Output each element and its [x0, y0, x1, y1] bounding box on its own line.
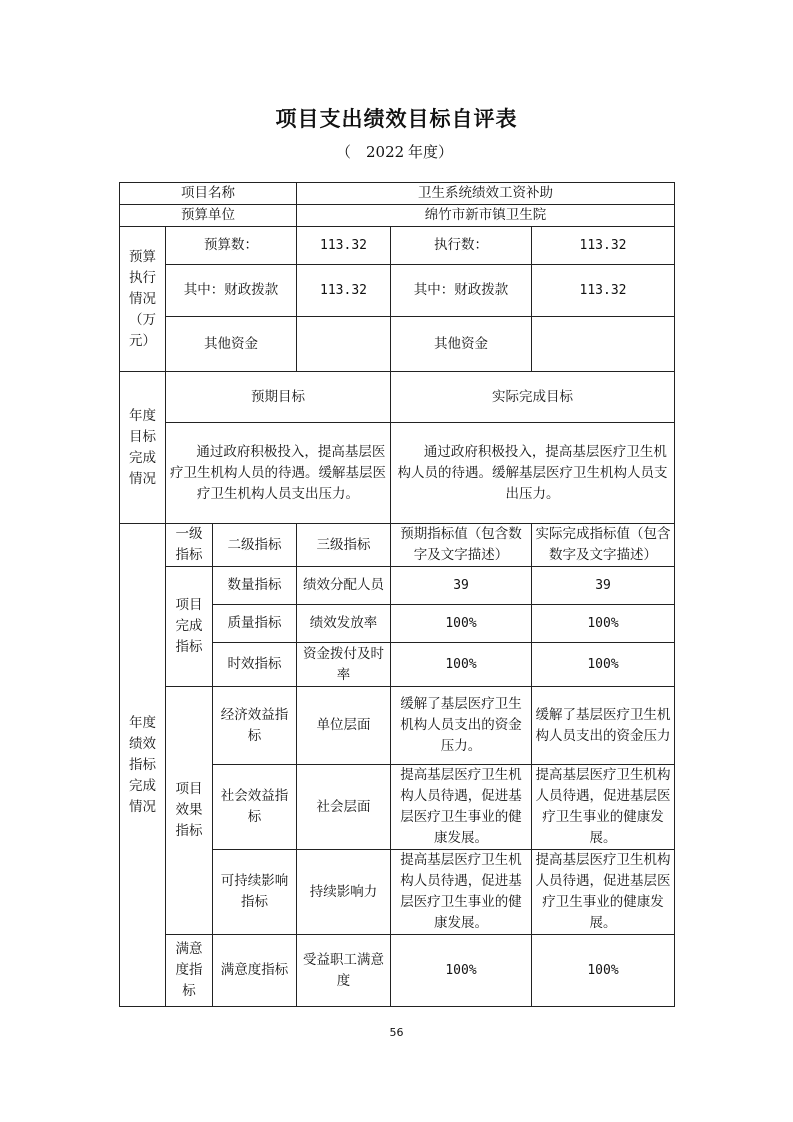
row-actual: 提高基层医疗卫生机构人员待遇，促进基层医疗卫生事业的健康发展。	[532, 765, 675, 850]
page-number: 56	[389, 1026, 404, 1039]
actual-goal-header: 实际完成目标	[391, 372, 675, 423]
row-expected: 100%	[391, 935, 532, 1007]
group-satisfaction-indicators: 满意度指标	[166, 935, 213, 1007]
other-budget-value	[297, 317, 391, 372]
row-level2: 时效指标	[213, 643, 297, 687]
group-output-indicators: 项目完成指标	[166, 567, 213, 687]
header-level3: 三级指标	[297, 524, 391, 567]
header-expected-value: 预期指标值（包含数字及文字描述）	[391, 524, 532, 567]
row-level3: 持续影响力	[297, 850, 391, 935]
row-level3: 社会层面	[297, 765, 391, 850]
budget-amount-label: 预算数：	[166, 227, 297, 265]
row-level3: 绩效发放率	[297, 605, 391, 643]
row-level2: 社会效益指标	[213, 765, 297, 850]
execution-section-label: 预算执行情况（万元）	[120, 227, 166, 372]
row-level3: 受益职工满意度	[297, 935, 391, 1007]
row-expected: 39	[391, 567, 532, 605]
row-level2: 可持续影响指标	[213, 850, 297, 935]
subtitle-unit: 年度）	[408, 143, 454, 161]
page-title: 项目支出绩效目标自评表	[275, 107, 518, 131]
header-level1: 一级指标	[166, 524, 213, 567]
subtitle-year: 2022	[366, 143, 405, 161]
row-expected: 100%	[391, 643, 532, 687]
row-expected: 缓解了基层医疗卫生机构人员支出的资金压力。	[391, 687, 532, 765]
exec-amount-label: 执行数：	[391, 227, 532, 265]
fiscal-exec-value: 113.32	[532, 265, 675, 317]
fiscal-budget-label: 其中：财政拨款	[166, 265, 297, 317]
row-level3: 单位层面	[297, 687, 391, 765]
row-expected: 提高基层医疗卫生机构人员待遇，促进基层医疗卫生事业的健康发展。	[391, 765, 532, 850]
row-level2: 数量指标	[213, 567, 297, 605]
budget-unit-label: 预算单位	[120, 205, 297, 227]
header-level2: 二级指标	[213, 524, 297, 567]
row-actual: 39	[532, 567, 675, 605]
year-subtitle	[336, 141, 466, 163]
row-level2: 质量指标	[213, 605, 297, 643]
fiscal-budget-value: 113.32	[297, 265, 391, 317]
row-level2: 满意度指标	[213, 935, 297, 1007]
project-name-label: 项目名称	[120, 183, 297, 205]
other-exec-value	[532, 317, 675, 372]
expected-goal-text: 通过政府积极投入，提高基层医疗卫生机构人员的待遇。缓解基层医疗卫生机构人员支出压力。	[166, 423, 391, 524]
row-actual: 100%	[532, 643, 675, 687]
row-actual: 提高基层医疗卫生机构人员待遇，促进基层医疗卫生事业的健康发展。	[532, 850, 675, 935]
group-effect-indicators: 项目效果指标	[166, 687, 213, 935]
other-budget-label: 其他资金	[166, 317, 297, 372]
row-actual: 缓解了基层医疗卫生机构人员支出的资金压力	[532, 687, 675, 765]
goals-section-label: 年度目标完成情况	[120, 372, 166, 524]
row-level2: 经济效益指标	[213, 687, 297, 765]
header-actual-value: 实际完成指标值（包含数字及文字描述）	[532, 524, 675, 567]
self-evaluation-table	[119, 182, 675, 1007]
row-level3: 绩效分配人员	[297, 567, 391, 605]
row-expected: 100%	[391, 605, 532, 643]
other-exec-label: 其他资金	[391, 317, 532, 372]
row-level3: 资金拨付及时率	[297, 643, 391, 687]
expected-goal-header: 预期目标	[166, 372, 391, 423]
project-name-value: 卫生系统绩效工资补助	[297, 183, 675, 205]
budget-amount-value: 113.32	[297, 227, 391, 265]
budget-unit-value: 绵竹市新市镇卫生院	[297, 205, 675, 227]
row-actual: 100%	[532, 935, 675, 1007]
subtitle-open-paren: （	[336, 143, 352, 161]
exec-amount-value: 113.32	[532, 227, 675, 265]
row-actual: 100%	[532, 605, 675, 643]
actual-goal-text: 通过政府积极投入，提高基层医疗卫生机构人员的待遇。缓解基层医疗卫生机构人员支出压力。	[391, 423, 675, 524]
row-expected: 提高基层医疗卫生机构人员待遇，促进基层医疗卫生事业的健康发展。	[391, 850, 532, 935]
fiscal-exec-label: 其中：财政拨款	[391, 265, 532, 317]
indicators-section-label: 年度绩效指标完成情况	[120, 524, 166, 1007]
